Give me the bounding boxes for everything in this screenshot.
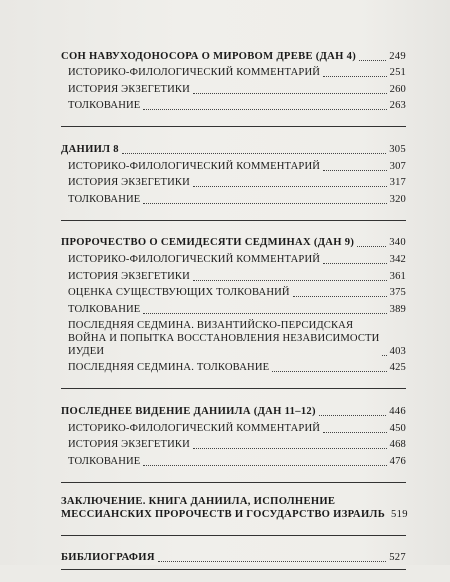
dot-leader: [293, 296, 387, 297]
page-number: 446: [389, 405, 406, 417]
toc-entry-title: ТОЛКОВАНИЕ: [68, 193, 141, 205]
toc-entry-title: ИСТОРИЯ ЭКЗЕГЕТИКИ: [68, 177, 190, 189]
dot-leader: [143, 109, 386, 110]
page-number: 263: [389, 100, 406, 112]
toc-entry[interactable]: [61, 435, 406, 452]
dot-leader: [323, 76, 387, 77]
toc-entry[interactable]: [61, 79, 406, 96]
toc-entry-title: ИСТОРИКО-ФИЛОЛОГИЧЕСКИЙ КОММЕНТАРИЙ: [68, 422, 321, 434]
toc-entry-title: ИСТОРИЯ ЭКЗЕГЕТИКИ: [68, 270, 190, 282]
dot-leader: [357, 246, 386, 247]
section-divider: [61, 388, 406, 389]
toc-entry-title: ОЦЕНКА СУЩЕСТВУЮЩИХ ТОЛКОВАНИЙ: [68, 287, 290, 299]
toc-entry-title: ИСТОРИКО-ФИЛОЛОГИЧЕСКИЙ КОММЕНТАРИЙ: [68, 253, 321, 265]
toc-heading-title: ПОСЛЕДНЕЕ ВИДЕНИЕ ДАНИИЛА (ДАН 11–12): [61, 405, 316, 417]
dot-leader: [323, 170, 387, 171]
toc-heading-title: ПРОРОЧЕСТВО О СЕМИДЕСЯТИ СЕДМИНАХ (ДАН 9): [61, 237, 355, 249]
toc-heading-title: [61, 495, 385, 521]
toc-heading-title: БИБЛИОГРАФИЯ: [61, 552, 155, 564]
toc-entry-title: ТОЛКОВАНИЕ: [68, 100, 141, 112]
toc-heading-bibliography[interactable]: [61, 548, 406, 565]
dot-leader: [143, 313, 386, 314]
toc-entry-title: ИСТОРИЯ ЭКЗЕГЕТИКИ: [68, 439, 190, 451]
toc-entry[interactable]: [61, 358, 406, 375]
toc-heading-line: МЕССИАНСКИХ ПРОРОЧЕСТВ И ГОСУДАРСТВО ИЗРАИЛЬ: [61, 508, 386, 520]
toc-entry[interactable]: [61, 249, 406, 266]
toc-entry[interactable]: [61, 96, 406, 113]
toc-entry[interactable]: [61, 451, 406, 468]
section-divider: [61, 569, 406, 570]
toc-section-nebuchadnezzar-dream: [61, 46, 406, 112]
toc-entry[interactable]: [61, 266, 406, 283]
toc-heading[interactable]: [61, 401, 406, 418]
toc-entry-title: ИСТОРИЯ ЭКЗЕГЕТИКИ: [68, 83, 190, 95]
toc-entry-title: ТОЛКОВАНИЕ: [68, 455, 141, 467]
dot-leader: [158, 561, 386, 562]
toc-section-last-vision: [61, 401, 406, 467]
table-of-contents: [61, 46, 406, 582]
section-divider: [61, 535, 406, 536]
toc-heading-line: ЗАКЛЮЧЕНИЕ. КНИГА ДАНИИЛА, ИСПОЛНЕНИЕ: [61, 495, 336, 507]
toc-entry-line: ВОЙНА И ПОПЫТКА ВОССТАНОВЛЕНИЯ НЕЗАВИСИМОСТИ: [68, 332, 380, 344]
dot-leader: [382, 355, 386, 356]
section-divider: [61, 220, 406, 221]
dot-leader: [272, 371, 386, 372]
toc-entry[interactable]: [61, 418, 406, 435]
dot-leader: [193, 280, 387, 281]
toc-entry[interactable]: [61, 156, 406, 173]
toc-heading-conclusion[interactable]: [61, 495, 406, 521]
toc-entry-title: ИСТОРИКО-ФИЛОЛОГИЧЕСКИЙ КОММЕНТАРИЙ: [68, 160, 321, 172]
page-number: 375: [389, 287, 406, 299]
page-number: 519: [391, 508, 408, 520]
dot-leader: [359, 60, 386, 61]
page-number: 305: [389, 143, 406, 155]
toc-heading-title: ДАНИИЛ 8: [61, 143, 119, 155]
page-number: 403: [389, 345, 406, 357]
dot-leader: [143, 203, 386, 204]
toc-heading[interactable]: [61, 233, 406, 250]
toc-section-daniel-8: [61, 139, 406, 205]
toc-entry-multiline[interactable]: [61, 319, 406, 358]
dot-leader: [193, 93, 387, 94]
toc-entry-title: [68, 319, 379, 358]
section-divider: [61, 126, 406, 127]
dot-leader: [122, 153, 386, 154]
toc-heading[interactable]: [61, 46, 406, 63]
toc-entry[interactable]: [61, 189, 406, 206]
toc-entry-title: ТОЛКОВАНИЕ: [68, 303, 141, 315]
toc-heading[interactable]: [61, 139, 406, 156]
page-number: 476: [389, 455, 406, 467]
page-number: 251: [389, 67, 406, 79]
page-number: 450: [389, 422, 406, 434]
toc-entry-title: ИСТОРИКО-ФИЛОЛОГИЧЕСКИЙ КОММЕНТАРИЙ: [68, 67, 321, 79]
toc-entry-title: ПОСЛЕДНЯЯ СЕДМИНА. ТОЛКОВАНИЕ: [68, 362, 270, 374]
page-number: 307: [389, 160, 406, 172]
section-divider: [61, 482, 406, 483]
dot-leader: [193, 186, 387, 187]
page-number: 249: [389, 50, 406, 62]
page-number: 320: [389, 193, 406, 205]
page-number: 260: [389, 83, 406, 95]
toc-entry-line: ИУДЕИ: [68, 345, 105, 357]
page-number: 425: [389, 362, 406, 374]
page-number: 340: [389, 237, 406, 249]
toc-entry[interactable]: [61, 173, 406, 190]
dot-leader: [323, 263, 387, 264]
page-number: 527: [389, 552, 406, 564]
dot-leader: [323, 432, 387, 433]
toc-entry[interactable]: [61, 63, 406, 80]
toc-section-seventy-weeks: [61, 233, 406, 375]
toc-entry-line: ПОСЛЕДНЯЯ СЕДМИНА. ВИЗАНТИЙСКО-ПЕРСИДСКАЯ: [68, 319, 354, 331]
page-number: 317: [389, 177, 406, 189]
toc-entry[interactable]: [61, 299, 406, 316]
toc-heading-title: СОН НАВУХОДОНОСОРА О МИРОВОМ ДРЕВЕ (ДАН 4): [61, 50, 357, 62]
toc-entry[interactable]: [61, 283, 406, 300]
dot-leader: [143, 465, 386, 466]
page-number: 361: [389, 270, 406, 282]
page-number: 342: [389, 253, 406, 265]
dot-leader: [319, 415, 386, 416]
page-number: 389: [389, 303, 406, 315]
dot-leader: [193, 448, 387, 449]
page-number: 468: [389, 439, 406, 451]
